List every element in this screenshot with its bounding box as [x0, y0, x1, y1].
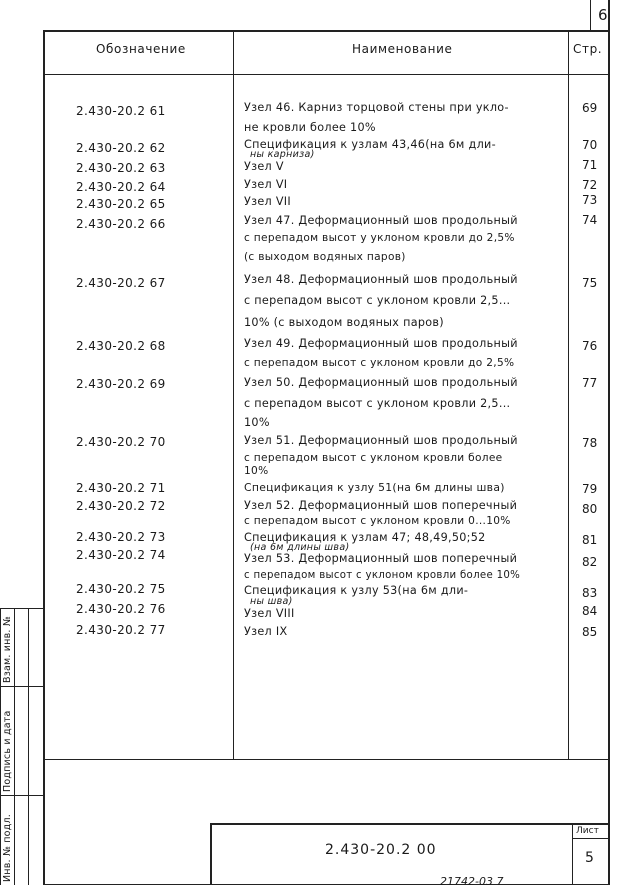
header-designation: Обозначение — [96, 42, 186, 56]
row-code: 2.430-20.2 67 — [76, 276, 166, 290]
stamp-top — [0, 608, 43, 609]
row-name-line: Узел VII — [244, 195, 292, 208]
document-code: 2.430-20.2 00 — [325, 842, 437, 858]
row-code: 2.430-20.2 74 — [76, 548, 166, 562]
row-page: 73 — [582, 193, 598, 207]
row-name-line: Узел VI — [244, 178, 288, 191]
row-page: 71 — [582, 158, 598, 172]
footer-note: 21742-03 7 — [440, 875, 504, 888]
row-page: 80 — [582, 502, 598, 516]
stamp-col-1 — [0, 608, 1, 885]
sheet-number: 5 — [585, 850, 594, 866]
row-name-line: 10% (с выходом водяных паров) — [244, 316, 444, 329]
row-name-line: Узел 52. Деформационный шов поперечный — [244, 499, 518, 512]
row-page: 69 — [582, 101, 598, 115]
row-page: 75 — [582, 276, 598, 290]
row-name-line: с перепадом высот с уклоном кровли до 2,5% — [244, 357, 515, 369]
row-name-line: Узел 51. Деформационный шов продольный — [244, 434, 518, 447]
header-page: Стр. — [573, 42, 603, 56]
row-name-line: Узел 50. Деформационный шов продольный — [244, 376, 518, 389]
row-page: 74 — [582, 213, 598, 227]
row-name-line: Узел VIII — [244, 607, 295, 620]
row-code: 2.430-20.2 61 — [76, 104, 166, 118]
row-code: 2.430-20.2 76 — [76, 602, 166, 616]
stamp-replaced-inv: Взам. инв. № — [2, 616, 13, 683]
row-page: 72 — [582, 178, 598, 192]
row-code: 2.430-20.2 65 — [76, 197, 166, 211]
row-name-line: (на 6м длины шва) — [250, 542, 350, 553]
divider-page-col — [568, 30, 569, 760]
row-name-line: ны шва) — [250, 596, 293, 607]
row-code: 2.430-20.2 68 — [76, 339, 166, 353]
row-code: 2.430-20.2 62 — [76, 141, 166, 155]
row-name-line: Узел 46. Карниз торцовой стены при укло- — [244, 101, 509, 114]
row-page: 83 — [582, 586, 598, 600]
row-code: 2.430-20.2 69 — [76, 377, 166, 391]
row-name-line: Узел V — [244, 160, 284, 173]
row-page: 79 — [582, 482, 598, 496]
header-name: Наименование — [352, 42, 453, 56]
row-code: 2.430-20.2 75 — [76, 582, 166, 596]
row-name-line: ны карниза) — [250, 149, 315, 160]
row-code: 2.430-20.2 71 — [76, 481, 166, 495]
stamp-sep-2 — [0, 795, 43, 796]
table-bottom — [43, 759, 610, 760]
corner-box-left — [590, 0, 591, 30]
sheet-box-left — [572, 823, 573, 885]
row-name-line: (с выходом водяных паров) — [244, 251, 406, 263]
header-bottom — [43, 74, 610, 75]
row-code: 2.430-20.2 73 — [76, 530, 166, 544]
row-name-line: с перепадом высот у уклоном кровли до 2,5% — [244, 232, 515, 244]
row-name-line: 10% — [244, 465, 269, 477]
stamp-sep-1 — [0, 686, 43, 687]
row-name-line: с перепадом высот с уклоном кровли 0...10% — [244, 515, 511, 527]
divider-name-col — [233, 30, 234, 760]
row-code: 2.430-20.2 66 — [76, 217, 166, 231]
row-code: 2.430-20.2 63 — [76, 161, 166, 175]
stamp-signature-date: Подпись и дата — [2, 710, 13, 792]
row-name-line: с перепадом высот с уклоном кровли более 10% — [244, 570, 521, 581]
row-name-line: 10% — [244, 416, 270, 429]
row-name-line: с перепадом высот с уклоном кровли 2,5... — [244, 397, 511, 410]
row-page: 77 — [582, 376, 598, 390]
row-name-line: Узел IX — [244, 625, 288, 638]
row-code: 2.430-20.2 64 — [76, 180, 166, 194]
row-name-line: Узел 49. Деформационный шов продольный — [244, 337, 518, 350]
row-name-line: не кровли более 10% — [244, 121, 376, 134]
row-page: 85 — [582, 625, 598, 639]
row-name-line: Узел 47. Деформационный шов продольный — [244, 214, 518, 227]
frame-right — [608, 0, 610, 885]
row-page: 81 — [582, 533, 598, 547]
row-code: 2.430-20.2 72 — [76, 499, 166, 513]
bottom-edge — [43, 884, 610, 885]
row-code: 2.430-20.2 77 — [76, 623, 166, 637]
row-name-line: Узел 53. Деформационный шов поперечный — [244, 552, 518, 565]
sheet-box-mid — [572, 838, 610, 839]
row-name-line: Спецификация к узлам 47; 48,49,50;52 — [244, 531, 486, 544]
row-name-line: с перепадом высот с уклоном кровли более — [244, 452, 503, 464]
row-page: 78 — [582, 436, 598, 450]
sheet-label: Лист — [576, 826, 599, 836]
row-page: 82 — [582, 555, 598, 569]
stamp-col-3 — [28, 608, 29, 885]
row-name-line: Спецификация к узлу 51(на 6м длины шва) — [244, 481, 505, 494]
row-page: 84 — [582, 604, 598, 618]
stamp-inv-original: Инв. № подл. — [2, 814, 13, 882]
row-page: 70 — [582, 138, 598, 152]
sheet-corner-number: 6 — [598, 6, 608, 24]
frame-left — [43, 30, 45, 885]
row-name-line: Спецификация к узлам 43,46(на 6м дли- — [244, 138, 496, 151]
frame-top — [43, 30, 610, 32]
stamp-col-2 — [14, 608, 15, 885]
title-block-left — [210, 823, 212, 885]
title-block-top — [210, 823, 610, 825]
row-code: 2.430-20.2 70 — [76, 435, 166, 449]
row-name-line: с перепадом высот с уклоном кровли 2,5... — [244, 294, 511, 307]
row-name-line: Спецификация к узлу 53(на 6м дли- — [244, 584, 469, 597]
row-page: 76 — [582, 339, 598, 353]
row-name-line: Узел 48. Деформационный шов продольный — [244, 273, 518, 286]
